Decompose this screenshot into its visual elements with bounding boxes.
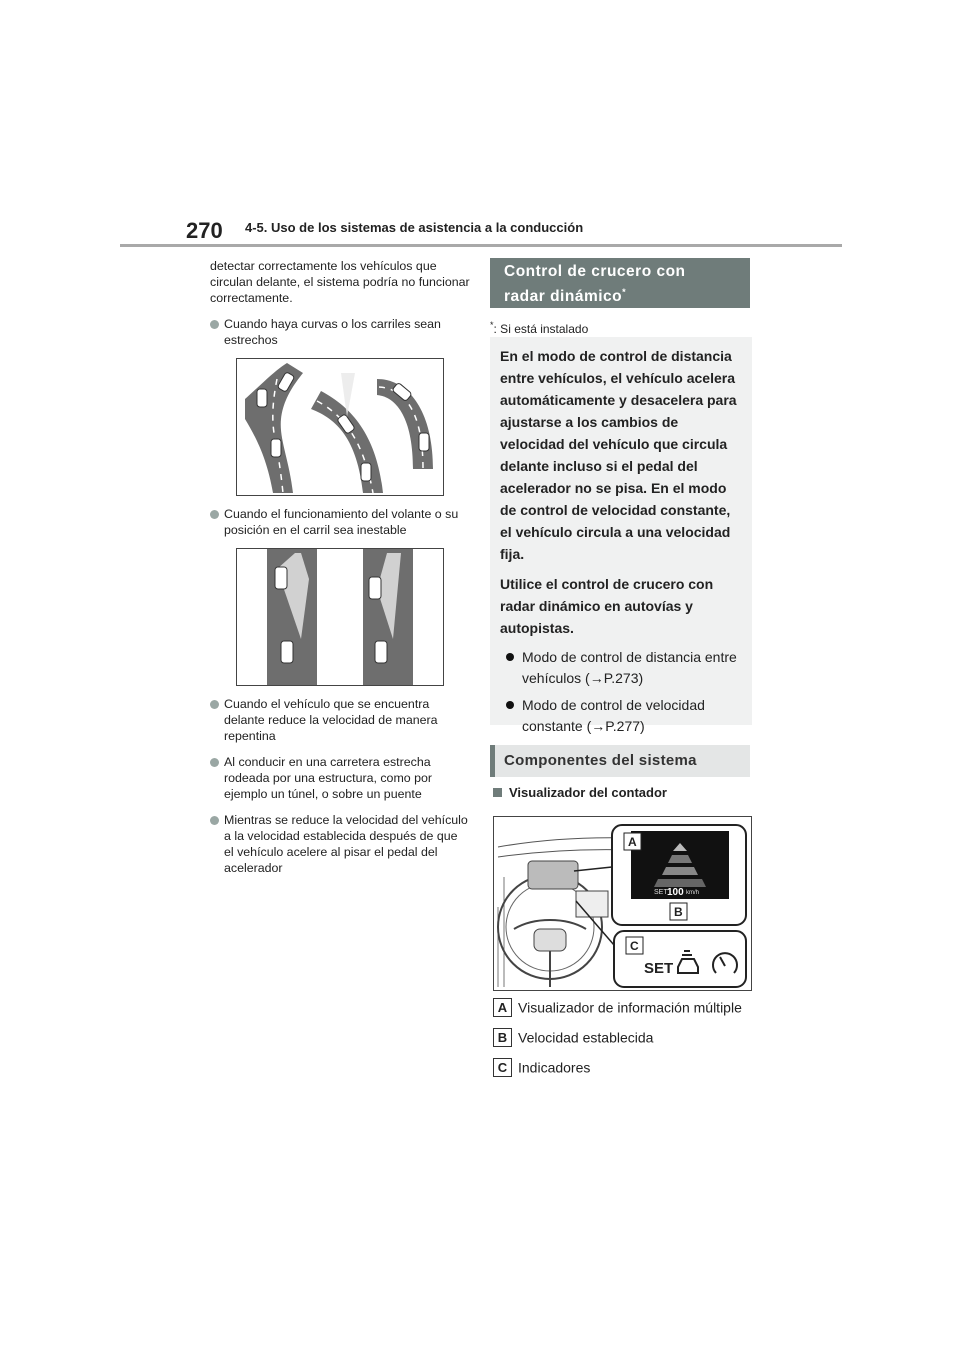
bullet-dot-icon <box>210 320 219 329</box>
section-title-mark: * <box>622 287 627 297</box>
callout-label-b: B <box>674 905 683 919</box>
bullet-text: Mientras se reduce la velocidad del vehículo a la velocidad establecida después de que el vehículo acelere al pisar el pedal del acelerador <box>224 813 468 875</box>
intro-paragraph-1: En el modo de control de distancia entre vehículos, el vehículo acelera automáticamente y desacelera para ajustarse a los cambios de velocidad del vehículo que circula delante incluso si el pedal del acelerador no se pisa. En el modo de control de velocidad constante, el vehículo circula a una velocidad fija. <box>500 348 737 562</box>
section-title-line1: Control de crucero con <box>504 263 686 280</box>
meter-speed-unit: km/h <box>686 890 700 896</box>
legend-key: C <box>493 1058 512 1077</box>
bullet-item <box>210 316 470 348</box>
header-divider <box>120 244 842 247</box>
bullet-dot-icon <box>506 653 514 661</box>
section-title-banner <box>490 258 750 308</box>
components-title: Componentes del sistema <box>504 752 697 769</box>
left-column <box>210 258 470 886</box>
intro-text: detectar correctamente los vehículos que circulan delante, el sistema podría no funcionar correctamente. <box>210 259 470 305</box>
bullet-item <box>210 754 470 802</box>
intro-paragraph-2: Utilice el control de crucero con radar dinámico en autovías y autopistas. <box>500 576 714 636</box>
curves-illustration <box>236 358 444 496</box>
bullet-item <box>210 812 470 876</box>
legend-key: A <box>493 998 512 1017</box>
mode-item <box>500 647 744 689</box>
bullet-text: Cuando el vehículo que se encuentra delante reduce la velocidad de manera repentina <box>224 697 438 743</box>
set-indicator-text: SET <box>644 960 674 977</box>
legend-text: Indicadores <box>518 1059 591 1076</box>
banner-accent-bar <box>490 745 495 777</box>
mode-item <box>500 695 744 737</box>
lane-illustration <box>236 548 444 686</box>
bullet-item <box>210 506 470 538</box>
legend-text: Velocidad establecida <box>518 1029 654 1046</box>
legend-text: Visualizador de información múltiple <box>518 999 742 1016</box>
page-number: 270 <box>186 218 223 243</box>
intro-box <box>490 337 752 734</box>
bullet-dot-icon <box>506 701 514 709</box>
bullet-text: Cuando haya curvas o los carriles sean estrechos <box>224 317 441 347</box>
dashboard-drawing <box>494 817 751 990</box>
legend-item-b <box>493 1028 653 1047</box>
bullet-dot-icon <box>210 700 219 709</box>
legend-key: B <box>493 1028 512 1047</box>
subheading-text: Visualizador del contador <box>509 785 667 800</box>
components-banner <box>490 745 750 777</box>
bullet-text: Cuando el funcionamiento del volante o su posición en el carril sea inestable <box>224 507 459 537</box>
footnote <box>490 320 588 336</box>
footnote-mark: * <box>490 320 494 330</box>
bullet-dot-icon <box>210 510 219 519</box>
legend-item-a <box>493 998 742 1017</box>
dashboard-figure <box>493 816 752 991</box>
curves-drawing <box>237 359 443 495</box>
bullet-item <box>210 696 470 744</box>
footnote-text: : Si está instalado <box>493 322 589 336</box>
bullet-text: Al conducir en una carretera estrecha rodeada por una estructura, como por ejemplo un túnel, o sobre un puente <box>224 755 433 801</box>
meter-set-text: SET <box>654 889 668 896</box>
mode-text: Modo de control de velocidad constante (→P.277) <box>522 697 705 734</box>
section-title-line2: radar dinámico <box>504 288 623 306</box>
meter-speed-value: 100 <box>667 887 684 898</box>
callout-label-a: A <box>628 835 637 849</box>
callout-label-c: C <box>630 939 639 953</box>
mode-text: Modo de control de distancia entre vehículos (→P.273) <box>522 649 737 686</box>
lane-drawing <box>237 549 443 685</box>
subheading <box>493 785 667 800</box>
legend-item-c <box>493 1058 590 1077</box>
square-bullet-icon <box>493 788 502 797</box>
bullet-dot-icon <box>210 758 219 767</box>
chapter-title: 4-5. Uso de los sistemas de asistencia a la conducción <box>245 220 584 235</box>
bullet-dot-icon <box>210 816 219 825</box>
